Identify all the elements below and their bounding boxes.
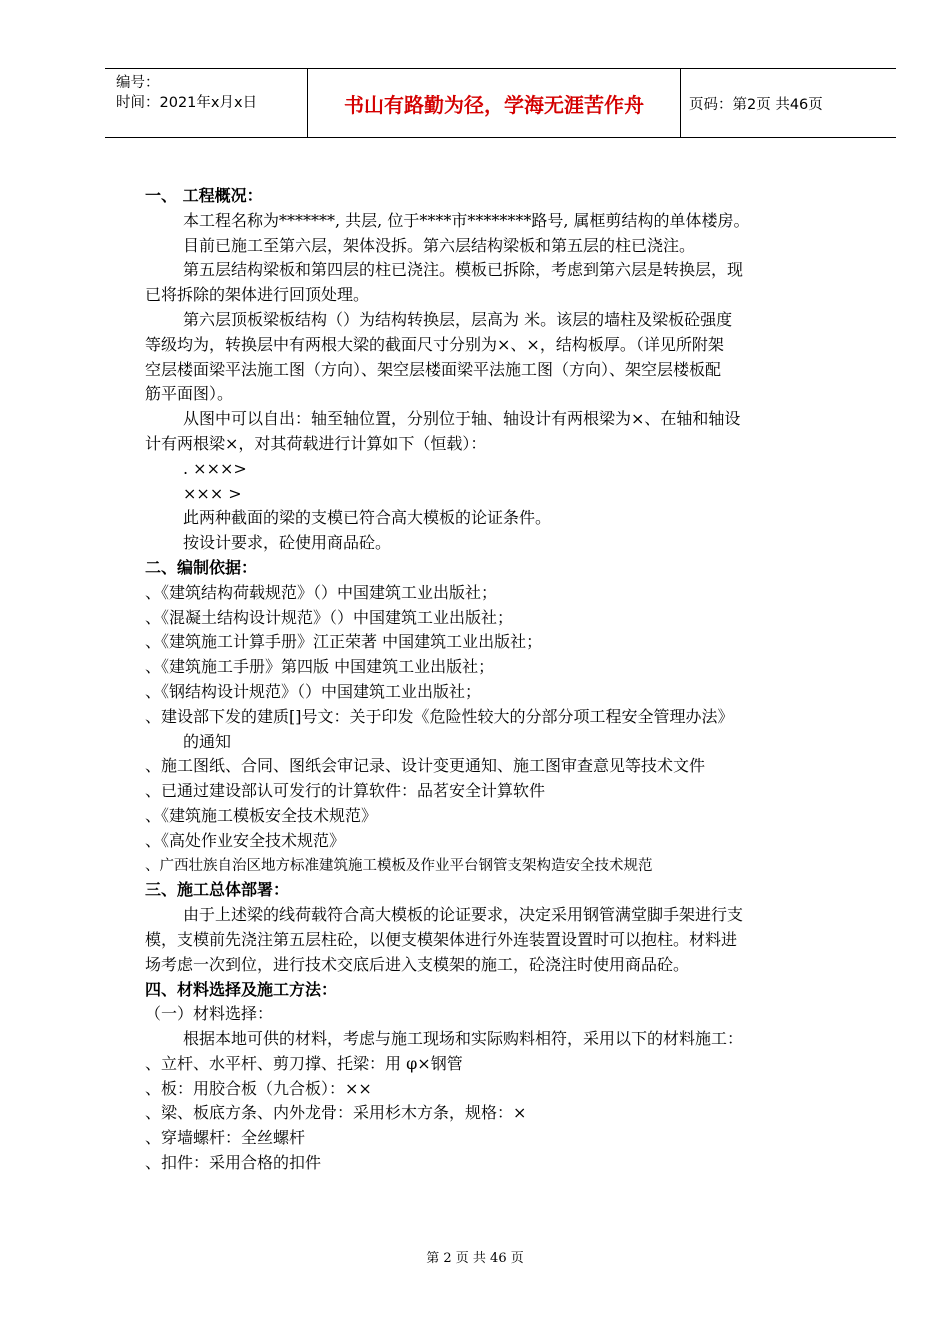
text-line: 、《高处作业安全技术规范》: [145, 830, 346, 850]
document-body: [145, 184, 860, 1176]
text-line: 、建设部下发的建质[]号文：关于印发《危险性较大的分部分项工程安全管理办法》: [145, 706, 734, 726]
text-line: （一）材料选择：: [145, 1004, 274, 1024]
text-line: 模，支模前先浇注第五层柱砼，以便支模架体进行外连装置设置时可以抱柱。材料进: [145, 929, 738, 949]
text-line: 、广西壮族自治区地方标准建筑施工模板及作业平台钢管支架构造安全技术规范: [145, 857, 653, 874]
text-line: 、扣件：采用合格的扣件: [145, 1153, 322, 1173]
text-line: 、《混凝土结构设计规范》（）中国建筑工业出版社；: [145, 607, 514, 627]
text-line: . ×××>: [183, 458, 247, 478]
text-line: 本工程名称为*******, 共层, 位于****市********路号, 属框剪结构的单体楼房。: [183, 210, 750, 230]
text-line: 第五层结构梁板和第四层的柱已浇注。模板已拆除，考虑到第六层是转换层，现: [183, 260, 744, 280]
text-line: 按设计要求，砼使用商品砼。: [183, 533, 392, 553]
text-line: 场考虑一次到位，进行技术交底后进入支模架的施工，砼浇注时使用商品砼。: [145, 954, 690, 974]
text-line: 第六层顶板梁板结构（）为结构转换层，层高为 米。该层的墙柱及梁板砼强度: [183, 309, 733, 329]
text-line: 由于上述梁的线荷载符合高大模板的论证要求，决定采用钢管满堂脚手架进行支: [183, 905, 744, 925]
text-line: 空层楼面梁平法施工图（方向）、架空层楼面梁平法施工图（方向）、架空层楼板配: [145, 359, 722, 379]
text-line: 、梁、板底方条、内外龙骨：采用杉木方条，规格：×: [145, 1103, 527, 1123]
text-line: 、《建筑结构荷载规范》（）中国建筑工业出版社；: [145, 582, 498, 602]
page-footer: 第 2 页 共 46 页: [426, 1251, 524, 1266]
header-meta: [105, 69, 308, 137]
page-header: [105, 68, 896, 138]
text-line: 、立杆、水平杆、剪刀撑、托梁：用 φ×钢管: [145, 1053, 463, 1073]
section-heading: 四、材料选择及施工方法：: [145, 979, 338, 999]
section-heading: 二、编制依据：: [145, 557, 258, 577]
text-line: 、穿墙螺杆：全丝螺杆: [145, 1128, 306, 1148]
text-line: 已将拆除的架体进行回顶处理。: [145, 285, 370, 305]
text-line: 此两种截面的梁的支模已符合高大模板的论证条件。: [183, 508, 552, 528]
text-line: 计有两根梁×，对其荷载进行计算如下（恒载）：: [145, 433, 487, 453]
header-page-label: 页码：第2页 共46页: [689, 96, 823, 113]
serial-label: 编号：: [116, 75, 160, 91]
section-heading: 一、 工程概况：: [145, 186, 263, 205]
header-motto: 书山有路勤为径，学海无涯苦作舟: [308, 69, 681, 137]
text-line: 、《钢结构设计规范》（）中国建筑工业出版社；: [145, 681, 482, 701]
section-heading: 三、施工总体部署：: [145, 880, 290, 900]
text-line: 等级均为，转换层中有两根大梁的截面尺寸分别为×、×，结构板厚。（详见所附架: [145, 334, 724, 354]
text-line: 、板：用胶合板（九合板）：××: [145, 1078, 372, 1098]
text-line: 的通知: [183, 731, 232, 751]
date-label: 时间：2021年x月x日: [116, 95, 258, 111]
text-line: 从图中可以自出：轴至轴位置，分别位于轴、轴设计有两根梁为×、在轴和轴设: [183, 409, 741, 429]
text-line: ××× >: [183, 483, 242, 503]
text-line: 、《建筑施工模板安全技术规范》: [145, 805, 378, 825]
text-line: 、《建筑施工计算手册》江正荣著 中国建筑工业出版社；: [145, 632, 543, 652]
text-line: 根据本地可供的材料，考虑与施工现场和实际购料相符，采用以下的材料施工：: [183, 1029, 744, 1049]
text-line: 目前已施工至第六层，架体没拆。第六层结构梁板和第五层的柱已浇注。: [183, 235, 696, 255]
text-line: 、已通过建设部认可发行的计算软件：品茗安全计算软件: [145, 781, 546, 801]
text-line: 筋平面图）。: [145, 384, 234, 404]
text-line: 、《建筑施工手册》第四版 中国建筑工业出版社；: [145, 657, 495, 677]
text-line: 、施工图纸、合同、图纸会审记录、设计变更通知、施工图审查意见等技术文件: [145, 756, 706, 776]
